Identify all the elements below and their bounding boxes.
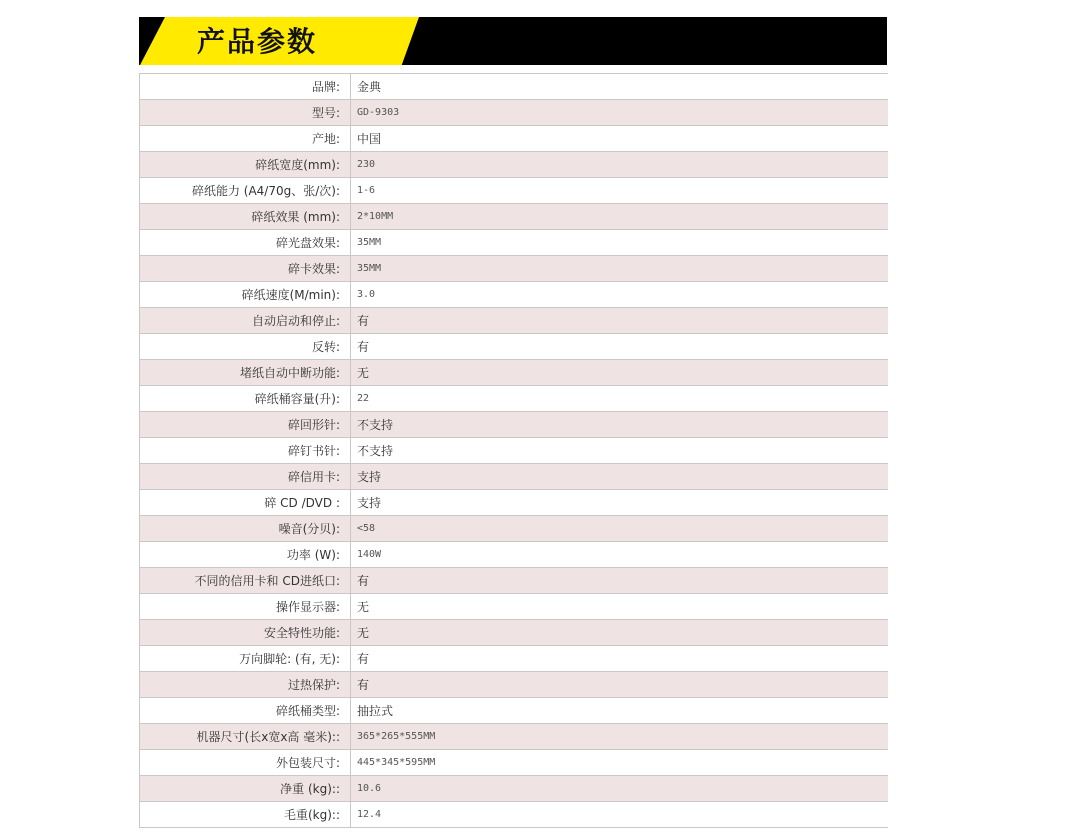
- param-label: 安全特性功能:: [140, 620, 351, 646]
- param-label: 外包装尺寸:: [140, 750, 351, 776]
- param-label: 噪音(分贝):: [140, 516, 351, 542]
- param-value: GD-9303: [351, 100, 889, 126]
- section-title: 产品参数: [197, 25, 318, 58]
- param-label: 碎纸效果 (mm):: [140, 204, 351, 230]
- param-value: 中国: [351, 126, 889, 152]
- table-row: [140, 334, 889, 360]
- table-row: [140, 464, 889, 490]
- param-label: 碎回形针:: [140, 412, 351, 438]
- param-value: 不支持: [351, 412, 889, 438]
- table-row: [140, 516, 889, 542]
- table-row: [140, 230, 889, 256]
- table-row: [140, 698, 889, 724]
- table-row: [140, 620, 889, 646]
- param-label: 碎光盘效果:: [140, 230, 351, 256]
- param-label: 自动启动和停止:: [140, 308, 351, 334]
- param-label: 型号:: [140, 100, 351, 126]
- param-label: 产地:: [140, 126, 351, 152]
- param-label: 净重 (kg)::: [140, 776, 351, 802]
- param-value: 140W: [351, 542, 889, 568]
- table-row: [140, 308, 889, 334]
- param-value: 支持: [351, 464, 889, 490]
- table-row: [140, 100, 889, 126]
- param-value: 无: [351, 620, 889, 646]
- section-header-banner: [139, 17, 887, 67]
- param-value: 10.6: [351, 776, 889, 802]
- table-row: [140, 776, 889, 802]
- table-row: [140, 256, 889, 282]
- param-value: 无: [351, 594, 889, 620]
- param-value: 365*265*555MM: [351, 724, 889, 750]
- param-value: 抽拉式: [351, 698, 889, 724]
- param-label: 碎纸桶类型:: [140, 698, 351, 724]
- param-label: 碎信用卡:: [140, 464, 351, 490]
- param-value: 无: [351, 360, 889, 386]
- param-label: 毛重(kg)::: [140, 802, 351, 828]
- param-value: 35MM: [351, 230, 889, 256]
- param-label: 碎钉书针:: [140, 438, 351, 464]
- param-value: <58: [351, 516, 889, 542]
- param-value: 1-6: [351, 178, 889, 204]
- param-value: 有: [351, 334, 889, 360]
- table-row: [140, 542, 889, 568]
- param-value: 3.0: [351, 282, 889, 308]
- param-value: 35MM: [351, 256, 889, 282]
- param-label: 碎纸能力 (A4/70g、张/次):: [140, 178, 351, 204]
- param-value: 2*10MM: [351, 204, 889, 230]
- param-label: 功率 (W):: [140, 542, 351, 568]
- param-value: 445*345*595MM: [351, 750, 889, 776]
- table-row: [140, 204, 889, 230]
- table-row: [140, 386, 889, 412]
- table-row: [140, 74, 889, 100]
- param-label: 堵纸自动中断功能:: [140, 360, 351, 386]
- param-label: 机器尺寸(长x宽x高 毫米)::: [140, 724, 351, 750]
- table-row: [140, 750, 889, 776]
- param-value: 支持: [351, 490, 889, 516]
- table-row: [140, 672, 889, 698]
- param-label: 反转:: [140, 334, 351, 360]
- param-value: 22: [351, 386, 889, 412]
- param-value: 不支持: [351, 438, 889, 464]
- param-label: 碎卡效果:: [140, 256, 351, 282]
- param-value: 有: [351, 672, 889, 698]
- param-label: 品牌:: [140, 74, 351, 100]
- table-row: [140, 126, 889, 152]
- table-row: [140, 568, 889, 594]
- table-row: [140, 802, 889, 828]
- table-row: [140, 438, 889, 464]
- param-label: 碎纸宽度(mm):: [140, 152, 351, 178]
- param-value: 金典: [351, 74, 889, 100]
- param-value: 230: [351, 152, 889, 178]
- param-label: 碎纸桶容量(升):: [140, 386, 351, 412]
- param-value: 有: [351, 308, 889, 334]
- table-row: [140, 178, 889, 204]
- table-row: [140, 360, 889, 386]
- table-row: [140, 594, 889, 620]
- banner-divider: [139, 65, 887, 67]
- table-row: [140, 412, 889, 438]
- param-label: 碎 CD /DVD :: [140, 490, 351, 516]
- table-row: [140, 282, 889, 308]
- param-label: 不同的信用卡和 CD进纸口:: [140, 568, 351, 594]
- table-row: [140, 646, 889, 672]
- param-label: 万向脚轮: (有, 无):: [140, 646, 351, 672]
- product-params-table: [139, 73, 888, 828]
- table-row: [140, 490, 889, 516]
- param-value: 12.4: [351, 802, 889, 828]
- param-label: 操作显示器:: [140, 594, 351, 620]
- param-label: 碎纸速度(M/min):: [140, 282, 351, 308]
- table-row: [140, 724, 889, 750]
- param-value: 有: [351, 568, 889, 594]
- param-value: 有: [351, 646, 889, 672]
- param-label: 过热保护:: [140, 672, 351, 698]
- table-row: [140, 152, 889, 178]
